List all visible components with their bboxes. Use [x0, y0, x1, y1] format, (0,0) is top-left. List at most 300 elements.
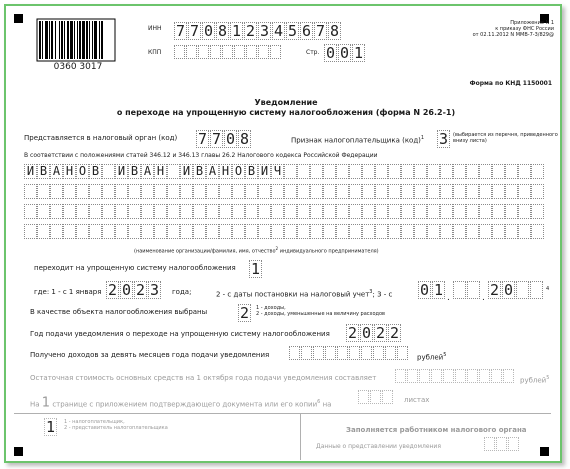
name-cell[interactable] [349, 204, 362, 219]
name-cell[interactable] [323, 164, 336, 179]
kpp-cell[interactable] [270, 45, 281, 59]
name-cell[interactable] [427, 184, 440, 199]
pages-prefix: На [30, 400, 40, 409]
name-cell[interactable] [310, 164, 323, 179]
name-cell[interactable] [284, 224, 297, 239]
barcode-bars [36, 18, 116, 62]
name-cell[interactable] [63, 204, 76, 219]
name-cell[interactable]: О [76, 164, 89, 179]
name-cell[interactable] [505, 164, 518, 179]
appendix-line: к приказу ФНС России [495, 26, 554, 32]
name-cell[interactable] [102, 164, 115, 179]
taxpayer-sign-field[interactable] [437, 130, 451, 148]
kpp-cell[interactable] [222, 45, 233, 59]
name-cell[interactable] [128, 204, 141, 219]
date-month-field[interactable] [453, 281, 481, 299]
name-cell[interactable] [414, 224, 427, 239]
page-label: Стр. [306, 49, 320, 56]
name-cell[interactable] [258, 184, 271, 199]
name-cell[interactable] [115, 224, 128, 239]
name-cell[interactable]: В [128, 164, 141, 179]
name-cell[interactable] [89, 224, 102, 239]
kpp-cell[interactable] [210, 45, 221, 59]
inn-cell[interactable]: 7 [175, 22, 186, 40]
option3-label: ; 3 - с [372, 290, 393, 299]
income-cell[interactable] [301, 346, 312, 360]
name-cell[interactable] [492, 224, 505, 239]
inn-cell[interactable]: 7 [189, 22, 200, 40]
name-cell[interactable] [193, 204, 206, 219]
name-cell[interactable] [375, 164, 388, 179]
assets-cell[interactable] [455, 369, 466, 383]
assets-cell[interactable] [479, 369, 490, 383]
name-cell[interactable] [63, 184, 76, 199]
appendix-note [446, 20, 554, 38]
name-cell[interactable] [336, 164, 349, 179]
name-cell[interactable] [89, 204, 102, 219]
footer-vertical-divider [300, 414, 301, 460]
date-year-cell[interactable] [530, 281, 543, 299]
name-cell[interactable] [440, 164, 453, 179]
name-cell[interactable]: А [141, 164, 154, 179]
kpp-cell[interactable] [246, 45, 257, 59]
name-cell[interactable] [50, 224, 63, 239]
form-title-line1: Уведомление [254, 98, 318, 107]
name-cell[interactable] [102, 224, 115, 239]
name-cell[interactable] [336, 184, 349, 199]
name-cell[interactable] [50, 204, 63, 219]
signer-option-1: 1 - налогоплательщик, [64, 419, 125, 425]
name-cell[interactable] [310, 204, 323, 219]
year-cell[interactable]: 2 [135, 281, 146, 299]
name-cell[interactable] [245, 204, 258, 219]
name-cell[interactable] [518, 204, 531, 219]
kpp-cell[interactable] [258, 45, 269, 59]
name-cell[interactable] [466, 224, 479, 239]
inn-cell[interactable]: 1 [231, 22, 242, 40]
name-cell[interactable] [531, 164, 544, 179]
barcode [36, 18, 116, 62]
submit-year-label: Год подачи уведомления о переходе на упрощенную систему налогообложения [30, 330, 330, 338]
name-cell[interactable] [466, 184, 479, 199]
name-cell[interactable] [232, 204, 245, 219]
name-cell[interactable] [453, 224, 466, 239]
name-cell[interactable] [453, 164, 466, 179]
date-year-field[interactable] [488, 281, 544, 299]
name-cell[interactable] [297, 224, 310, 239]
inspector-title: Заполняется работником налогового органа [346, 426, 527, 434]
assets-field[interactable] [395, 369, 515, 383]
name-cell[interactable] [349, 164, 362, 179]
name-cell[interactable] [206, 204, 219, 219]
submit-year-cell[interactable]: 2 [389, 324, 400, 342]
name-cell[interactable] [24, 224, 37, 239]
name-cell[interactable] [388, 204, 401, 219]
assets-label: Остаточная стоимость основных средств на 1 октября года подачи уведомления составляет [30, 374, 377, 382]
name-cell[interactable] [479, 164, 492, 179]
name-cell[interactable] [193, 224, 206, 239]
name-cell[interactable] [102, 204, 115, 219]
name-cell[interactable]: В [245, 164, 258, 179]
form-title-line2: о переходе на упрощенную систему налогообложения (форма N 26.2-1) [116, 108, 456, 117]
name-cell[interactable] [76, 224, 89, 239]
name-cell[interactable] [349, 224, 362, 239]
inn-cell[interactable]: 7 [315, 22, 326, 40]
inspector-cell [484, 437, 495, 451]
name-cell[interactable] [388, 184, 401, 199]
name-cell[interactable] [375, 204, 388, 219]
inspector-code-field [484, 437, 520, 451]
name-cell[interactable] [219, 204, 232, 219]
kpp-field[interactable] [174, 45, 282, 59]
name-cell[interactable] [401, 184, 414, 199]
name-cell[interactable] [50, 184, 63, 199]
name-cell[interactable] [245, 224, 258, 239]
name-cell[interactable]: Н [63, 164, 76, 179]
name-cell[interactable] [466, 204, 479, 219]
name-cell[interactable] [479, 224, 492, 239]
name-cell[interactable] [375, 184, 388, 199]
option2-label-text: 2 - с даты постановки на налоговый учет [216, 290, 370, 299]
name-cell[interactable]: И [115, 164, 128, 179]
name-cell[interactable] [271, 224, 284, 239]
pages-mid: странице с приложением подтверждающего документа или его копии [52, 400, 318, 409]
date-day-cell[interactable]: 1 [433, 281, 444, 299]
assets-unit-text: рублей [520, 376, 547, 385]
income-cell[interactable] [397, 346, 408, 360]
name-cell[interactable] [362, 164, 375, 179]
name-cell[interactable] [440, 224, 453, 239]
name-cell[interactable] [323, 184, 336, 199]
name-cell[interactable] [427, 224, 440, 239]
name-cell[interactable] [128, 184, 141, 199]
inn-cell[interactable]: 4 [273, 22, 284, 40]
transition-label: переходит на упрощенную систему налогообложения [34, 264, 236, 272]
name-cell[interactable] [232, 184, 245, 199]
kpp-cell[interactable] [198, 45, 209, 59]
sheets-field[interactable] [358, 390, 394, 404]
name-row[interactable] [24, 204, 544, 219]
name-cell[interactable] [297, 164, 310, 179]
name-cell[interactable] [167, 164, 180, 179]
submit-year-cell[interactable]: 0 [361, 324, 372, 342]
name-cell[interactable] [141, 204, 154, 219]
transition-code-field[interactable] [249, 260, 263, 278]
name-cell[interactable] [154, 204, 167, 219]
name-cell[interactable]: Н [154, 164, 167, 179]
inn-cell[interactable]: 3 [259, 22, 270, 40]
sheets-cell[interactable] [370, 390, 381, 404]
name-cell[interactable] [258, 224, 271, 239]
name-cell[interactable] [388, 164, 401, 179]
assets-cell[interactable] [443, 369, 454, 383]
name-cell[interactable] [401, 204, 414, 219]
tax-office-cell[interactable]: 0 [225, 130, 236, 148]
name-cell[interactable] [531, 204, 544, 219]
tax-office-cell[interactable]: 7 [211, 130, 222, 148]
name-cell[interactable] [323, 204, 336, 219]
name-cell[interactable] [414, 164, 427, 179]
year-field[interactable] [106, 281, 162, 299]
name-cell[interactable]: Ч [271, 164, 284, 179]
name-cell[interactable] [453, 184, 466, 199]
object-option-2: 2 - доходы, уменьшенные на величину расходов [256, 311, 385, 317]
page-cell: 0 [339, 44, 350, 62]
name-cell[interactable] [232, 224, 245, 239]
name-cell[interactable] [440, 204, 453, 219]
name-cell[interactable] [492, 164, 505, 179]
date-sup: 4 [546, 286, 550, 292]
name-cell[interactable] [167, 184, 180, 199]
form-title [66, 98, 506, 118]
kpp-cell[interactable] [234, 45, 245, 59]
name-cell[interactable] [336, 204, 349, 219]
income-sup: 5 [443, 352, 447, 358]
assets-cell[interactable] [431, 369, 442, 383]
date-year-cell[interactable] [516, 281, 529, 299]
name-cell[interactable] [518, 164, 531, 179]
name-cell[interactable] [37, 204, 50, 219]
sheets-cell[interactable] [358, 390, 369, 404]
year-cell[interactable]: 2 [107, 281, 118, 299]
income-cell[interactable] [349, 346, 360, 360]
name-cell[interactable] [505, 184, 518, 199]
inn-cell[interactable]: 2 [245, 22, 256, 40]
name-cell[interactable]: И [258, 164, 271, 179]
assets-cell[interactable] [395, 369, 406, 383]
name-cell[interactable] [505, 204, 518, 219]
name-cell[interactable] [271, 204, 284, 219]
option2-label [216, 288, 392, 298]
name-row[interactable] [24, 224, 544, 239]
name-cell[interactable] [193, 184, 206, 199]
name-cell[interactable] [245, 184, 258, 199]
name-row[interactable] [24, 164, 544, 179]
appendix-line: от 02.11.2012 N ММВ-7-3/829@ [472, 32, 554, 38]
inn-cell[interactable]: 8 [217, 22, 228, 40]
transition-cell[interactable]: 1 [250, 260, 261, 278]
object-options [256, 305, 385, 317]
assets-cell[interactable] [503, 369, 514, 383]
name-cell[interactable]: О [232, 164, 245, 179]
name-cell[interactable] [89, 184, 102, 199]
name-cell[interactable] [141, 224, 154, 239]
name-cell[interactable] [284, 164, 297, 179]
name-cell[interactable] [427, 204, 440, 219]
name-cell[interactable]: В [193, 164, 206, 179]
name-cell[interactable] [154, 184, 167, 199]
name-cell[interactable]: А [50, 164, 63, 179]
assets-cell[interactable] [407, 369, 418, 383]
assets-sup: 5 [546, 375, 550, 381]
name-cell[interactable] [466, 164, 479, 179]
name-cell[interactable] [141, 184, 154, 199]
pages-number: 1 [41, 395, 51, 411]
name-cell[interactable] [284, 204, 297, 219]
name-cell[interactable] [349, 184, 362, 199]
corner-marker-bottom-right [540, 447, 549, 456]
inn-cell[interactable]: 0 [203, 22, 214, 40]
income-cell[interactable] [385, 346, 396, 360]
assets-cell[interactable] [467, 369, 478, 383]
name-cell[interactable] [362, 204, 375, 219]
name-cell[interactable]: Н [219, 164, 232, 179]
object-cell[interactable]: 2 [239, 304, 250, 322]
name-cell[interactable] [518, 224, 531, 239]
name-cell[interactable]: И [180, 164, 193, 179]
income-cell[interactable] [313, 346, 324, 360]
income-cell[interactable] [373, 346, 384, 360]
date-year-cell[interactable]: 2 [489, 281, 500, 299]
sheets-cell[interactable] [382, 390, 393, 404]
name-cell[interactable] [206, 184, 219, 199]
name-row[interactable] [24, 184, 544, 199]
name-cell[interactable] [505, 224, 518, 239]
name-cell[interactable] [154, 224, 167, 239]
name-cell[interactable] [440, 184, 453, 199]
name-cell[interactable] [414, 184, 427, 199]
object-code-field[interactable] [238, 304, 252, 322]
income-cell[interactable] [361, 346, 372, 360]
name-cell[interactable] [479, 204, 492, 219]
name-cell[interactable] [336, 224, 349, 239]
name-cell[interactable] [167, 224, 180, 239]
name-cell[interactable] [401, 224, 414, 239]
name-cell[interactable] [427, 164, 440, 179]
name-cell[interactable] [284, 184, 297, 199]
name-cell[interactable] [453, 204, 466, 219]
name-cell[interactable] [388, 224, 401, 239]
name-cell[interactable] [297, 204, 310, 219]
name-cell[interactable] [531, 184, 544, 199]
date-year-cell[interactable]: 0 [503, 281, 514, 299]
appendix-line: Приложение N 1 [510, 20, 554, 26]
name-cell[interactable]: А [206, 164, 219, 179]
income-field[interactable] [289, 346, 409, 360]
name-cell[interactable]: И [24, 164, 37, 179]
assets-cell[interactable] [419, 369, 430, 383]
year-cell[interactable]: 3 [149, 281, 160, 299]
taxpayer-sign-hint: (выбирается из перечня, приведенного внизу листа) [453, 132, 558, 144]
date-month-cell[interactable] [453, 281, 466, 299]
name-cell[interactable] [219, 224, 232, 239]
signer-option-2: 2 - представитель налогоплательщика [64, 425, 168, 431]
name-cell[interactable] [37, 224, 50, 239]
income-cell[interactable] [289, 346, 300, 360]
inn-cell[interactable]: 6 [301, 22, 312, 40]
name-cell[interactable] [271, 184, 284, 199]
tax-office-cell[interactable]: 8 [239, 130, 250, 148]
name-cell[interactable] [219, 184, 232, 199]
name-cell[interactable] [37, 184, 50, 199]
name-cell[interactable] [492, 204, 505, 219]
name-cell[interactable] [297, 184, 310, 199]
name-cell[interactable] [115, 204, 128, 219]
taxpayer-sign-label [291, 134, 424, 144]
name-caption-tail: индивидуального предпринимателя) [279, 248, 379, 255]
year-cell[interactable]: 0 [121, 281, 132, 299]
form-sheet [4, 4, 562, 463]
income-label: Получено доходов за девять месяцев года подачи уведомления [30, 351, 270, 359]
submit-year-cell[interactable]: 2 [375, 324, 386, 342]
where-label: где: 1 - с 1 января [34, 288, 102, 296]
name-cell[interactable] [102, 184, 115, 199]
name-cell[interactable] [310, 224, 323, 239]
taxpayer-sign-label-text: Признак налогоплательщика (код) [291, 136, 421, 145]
income-cell[interactable] [337, 346, 348, 360]
tax-office-code-field[interactable] [196, 130, 252, 148]
name-cell[interactable] [115, 184, 128, 199]
inn-cell[interactable]: 5 [287, 22, 298, 40]
footer-divider [14, 413, 551, 414]
name-cell[interactable] [180, 224, 193, 239]
name-cell[interactable] [323, 224, 336, 239]
name-cell[interactable] [180, 184, 193, 199]
name-cell[interactable] [479, 184, 492, 199]
name-caption [134, 246, 379, 255]
name-cell[interactable] [375, 224, 388, 239]
name-cell[interactable] [167, 204, 180, 219]
tax-office-cell[interactable]: 7 [197, 130, 208, 148]
name-cell[interactable] [401, 164, 414, 179]
name-cell[interactable] [76, 184, 89, 199]
inn-field[interactable] [174, 22, 342, 40]
date-day-field[interactable] [418, 281, 446, 299]
name-cell[interactable]: В [89, 164, 102, 179]
name-cell[interactable] [362, 224, 375, 239]
date-month-cell[interactable] [467, 281, 480, 299]
name-cell[interactable] [180, 204, 193, 219]
option2-sup: 3 [369, 289, 373, 295]
name-cell[interactable] [414, 204, 427, 219]
object-label: В качестве объекта налогообложения выбраны [30, 308, 208, 316]
taxpayer-sign-cell[interactable]: 3 [438, 130, 449, 148]
barcode-number: 0360 3017 [53, 62, 103, 72]
name-cell[interactable] [128, 224, 141, 239]
kpp-label: КПП [148, 49, 162, 56]
kpp-cell[interactable] [174, 45, 185, 59]
inn-cell[interactable]: 8 [329, 22, 340, 40]
name-cell[interactable] [24, 204, 37, 219]
name-cell[interactable] [258, 204, 271, 219]
signer-code-field[interactable] [44, 418, 58, 436]
name-cell[interactable] [310, 184, 323, 199]
submit-year-field[interactable] [346, 324, 402, 342]
income-cell[interactable] [325, 346, 336, 360]
submitted-label: Представляется в налоговый орган (код) [24, 134, 178, 142]
date-dot: . [447, 293, 450, 303]
name-cell[interactable] [206, 224, 219, 239]
submit-year-cell[interactable]: 2 [347, 324, 358, 342]
kpp-cell[interactable] [186, 45, 197, 59]
object-option-1: 1 - доходы, [256, 305, 286, 311]
name-cell[interactable] [24, 184, 37, 199]
name-cell[interactable]: В [37, 164, 50, 179]
name-cell[interactable] [362, 184, 375, 199]
name-cell[interactable] [492, 184, 505, 199]
income-unit [417, 351, 446, 361]
name-cell[interactable] [518, 184, 531, 199]
assets-cell[interactable] [491, 369, 502, 383]
signer-code-cell[interactable]: 1 [45, 418, 56, 436]
name-cell[interactable] [76, 204, 89, 219]
pages-sup: 6 [317, 399, 321, 405]
name-cell[interactable] [531, 224, 544, 239]
date-day-cell[interactable]: 0 [419, 281, 430, 299]
inspector-cell [508, 437, 519, 451]
name-cell[interactable] [63, 224, 76, 239]
pages-on: на [322, 400, 332, 409]
